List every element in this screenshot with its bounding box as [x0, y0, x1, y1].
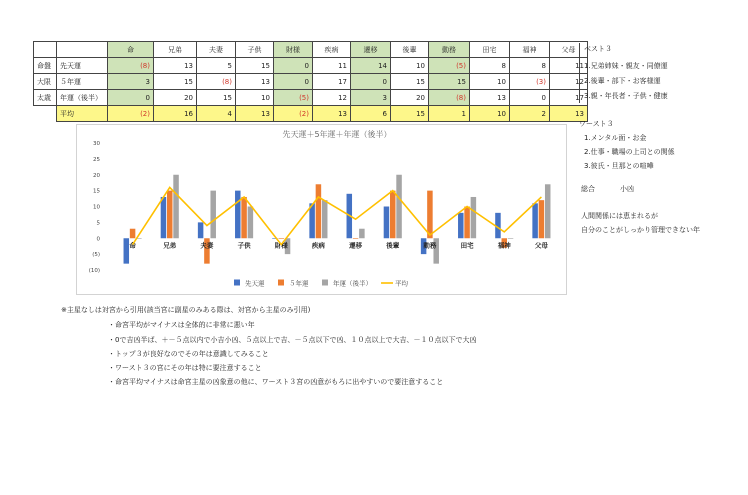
average-cell: 10 — [470, 106, 510, 122]
best-item-2: 2.後輩・部下・お客様運 — [584, 77, 661, 85]
legend-label: 年運（後半） — [333, 279, 372, 288]
table-cell: (3) — [510, 74, 550, 90]
row-label: 先天運 — [57, 58, 108, 74]
table-cell: 14 — [351, 58, 391, 74]
table-cell: (5) — [429, 58, 470, 74]
table-cell: 3 — [108, 74, 154, 90]
blank-cell — [34, 106, 57, 122]
legend-swatch — [322, 280, 328, 286]
table-row — [34, 74, 588, 90]
table-row — [34, 90, 588, 106]
column-header: 後輩 — [391, 42, 429, 58]
y-tick-label: 5 — [96, 220, 100, 227]
y-tick-label: 15 — [93, 188, 100, 195]
bar-1 — [161, 197, 167, 238]
category-label: 遷移 — [349, 241, 363, 250]
column-header: 子供 — [236, 42, 274, 58]
y-tick-label: 25 — [93, 156, 100, 163]
table-cell: 17 — [313, 74, 351, 90]
legend-label: 先天運 — [245, 279, 265, 288]
overall-label: 総合 — [581, 185, 595, 193]
bar-1 — [384, 207, 390, 239]
bar-2 — [241, 197, 247, 238]
table-cell: 13 — [236, 74, 274, 90]
category-label: 福神 — [497, 241, 511, 250]
table-cell: 11 — [313, 58, 351, 74]
best-title: ベスト３ — [584, 45, 612, 53]
category-label: 動務 — [423, 241, 437, 250]
average-cell: 6 — [351, 106, 391, 122]
worst-item-2: 2.仕事・職場の上司との関係 — [584, 148, 675, 156]
bar-2 — [130, 229, 136, 239]
column-header: 動務 — [429, 42, 470, 58]
note-line-1: ※主星なしは対宮から引用(該当宮に副星のみある際は、対宮から主星のみ引用) — [61, 306, 311, 314]
chart-title: 先天運＋5年運＋年運（後半） — [282, 130, 392, 139]
table-cell: 15 — [197, 90, 236, 106]
bar-3 — [396, 175, 402, 239]
table-cell: 8 — [470, 58, 510, 74]
average-cell: 13 — [313, 106, 351, 122]
legend-label: ５年運 — [289, 279, 309, 288]
category-label: 命 — [129, 241, 136, 250]
bar-2 — [427, 191, 433, 239]
column-header: 父母 — [550, 42, 588, 58]
average-cell: 1 — [429, 106, 470, 122]
note-line-3: ・0で吉凶半ば、＋－５点以内で小吉小凶、５点以上で吉、－５点以下で凶、１０点以上で大吉、－１０点以下で大凶 — [108, 336, 477, 344]
row-group-label: 命盤 — [34, 58, 57, 74]
row-group-label: 大限 — [34, 74, 57, 90]
overall-value: 小凶 — [620, 185, 634, 193]
average-cell: 15 — [391, 106, 429, 122]
column-header: 疾病 — [313, 42, 351, 58]
bar-1 — [124, 238, 129, 263]
corner-cell — [34, 42, 57, 58]
table-cell: 10 — [470, 74, 510, 90]
table-cell: 10 — [391, 58, 429, 74]
bar-2 — [539, 200, 545, 238]
category-label: 財様 — [274, 241, 288, 250]
best-divider — [579, 43, 580, 103]
table-cell: 10 — [236, 90, 274, 106]
table-cell: (8) — [197, 74, 236, 90]
table-cell: 20 — [391, 90, 429, 106]
table-cell: 15 — [391, 74, 429, 90]
best-item-1: 1.兄弟姉妹・親友・同僚運 — [584, 62, 668, 70]
row-label: 年運（後半） — [57, 90, 108, 106]
table-row — [34, 58, 588, 74]
column-header: 兄弟 — [154, 42, 197, 58]
category-label: 父母 — [534, 241, 548, 250]
column-header: 命 — [108, 42, 154, 58]
table-cell: (8) — [108, 58, 154, 74]
category-label: 夫妻 — [200, 241, 214, 250]
score-chart — [76, 124, 567, 295]
bar-3 — [322, 200, 328, 238]
bar-3 — [508, 238, 514, 239]
y-tick-label: 10 — [93, 204, 100, 211]
bar-2 — [279, 238, 285, 239]
table-cell: 0 — [351, 74, 391, 90]
row-group-label: 太歳 — [34, 90, 57, 106]
average-cell: 13 — [550, 106, 588, 122]
legend-label: 平均 — [395, 279, 408, 288]
y-tick-label: (10) — [88, 268, 100, 274]
table-cell: 20 — [154, 90, 197, 106]
table-cell: 3 — [351, 90, 391, 106]
category-label: 後輩 — [386, 241, 400, 250]
legend-swatch — [234, 280, 240, 286]
y-tick-label: 20 — [93, 172, 100, 179]
table-cell: 15 — [236, 58, 274, 74]
table-cell: 0 — [274, 74, 313, 90]
table-cell: 13 — [154, 58, 197, 74]
column-header: 田宅 — [470, 42, 510, 58]
y-tick-label: 0 — [96, 236, 100, 243]
average-line — [133, 187, 542, 244]
note-line-2: ・命宮平均がマイナスは全体的に非常に悪い年 — [108, 321, 255, 329]
table-cell: 17 — [550, 90, 588, 106]
bar-3 — [545, 184, 551, 238]
table-cell: 15 — [154, 74, 197, 90]
bar-3 — [248, 207, 254, 239]
worst-item-3: 3.彼氏・旦那との喧嘩 — [584, 162, 654, 170]
column-header: 財様 — [274, 42, 313, 58]
worst-item-1: 1.メンタル面・お金 — [584, 134, 647, 142]
table-cell: 8 — [510, 58, 550, 74]
note-line-6: ・命宮平均マイナスは命宮主星の凶象意の他に、ワースト３宮の凶意がもろに出やすいので要注意すること — [108, 378, 444, 386]
table-cell: 0 — [108, 90, 154, 106]
bar-3 — [359, 229, 365, 239]
table-cell: 0 — [510, 90, 550, 106]
column-header: 福神 — [510, 42, 550, 58]
score-table — [33, 41, 588, 122]
category-label: 田宅 — [460, 241, 474, 250]
category-label: 子供 — [237, 241, 251, 250]
table-cell: (5) — [274, 90, 313, 106]
y-tick-label: (5) — [92, 252, 100, 259]
average-cell: 16 — [154, 106, 197, 122]
y-tick-label: 30 — [93, 141, 100, 147]
average-cell: 2 — [510, 106, 550, 122]
category-label: 疾病 — [311, 241, 325, 250]
worst-title: ワースト３ — [579, 120, 614, 128]
comment-line-1: 人間関係には恵まれるが — [581, 212, 658, 220]
table-cell: 12 — [313, 90, 351, 106]
table-cell: 5 — [197, 58, 236, 74]
average-label: 平均 — [57, 106, 108, 122]
column-header: 遷移 — [351, 42, 391, 58]
corner-cell — [57, 42, 108, 58]
table-average-row — [34, 106, 588, 122]
table-cell: 13 — [470, 90, 510, 106]
bar-2 — [464, 207, 470, 239]
table-cell: 0 — [274, 58, 313, 74]
bar-3 — [210, 191, 216, 239]
bar-1 — [198, 222, 204, 238]
average-cell: (2) — [108, 106, 154, 122]
table-cell: (8) — [429, 90, 470, 106]
best-item-3: 3.親・年長者・子供・健康 — [584, 92, 668, 100]
note-line-4: ・トップ３が良好なのでその年は意識してみること — [108, 350, 269, 358]
table-cell: 12 — [550, 74, 588, 90]
average-cell: (2) — [274, 106, 313, 122]
note-line-5: ・ワースト３の宮にその年は特に要注意すること — [108, 364, 262, 372]
bar-2 — [390, 191, 396, 239]
bar-1 — [235, 191, 241, 239]
table-cell: 15 — [429, 74, 470, 90]
category-label: 兄弟 — [163, 241, 177, 250]
table-header-row — [34, 42, 588, 58]
bar-2 — [316, 184, 322, 238]
average-cell: 13 — [236, 106, 274, 122]
comment-line-2: 自分のことがしっかり管理できない年 — [581, 226, 700, 234]
bar-1 — [458, 213, 464, 238]
table-cell: 11 — [550, 58, 588, 74]
bar-3 — [173, 175, 179, 239]
bar-2 — [167, 191, 173, 239]
bar-3 — [471, 197, 477, 238]
legend-swatch — [278, 280, 284, 286]
bar-2 — [353, 238, 359, 239]
bar-1 — [532, 203, 538, 238]
row-label: ５年運 — [57, 74, 108, 90]
column-header: 夫妻 — [197, 42, 236, 58]
average-cell: 4 — [197, 106, 236, 122]
